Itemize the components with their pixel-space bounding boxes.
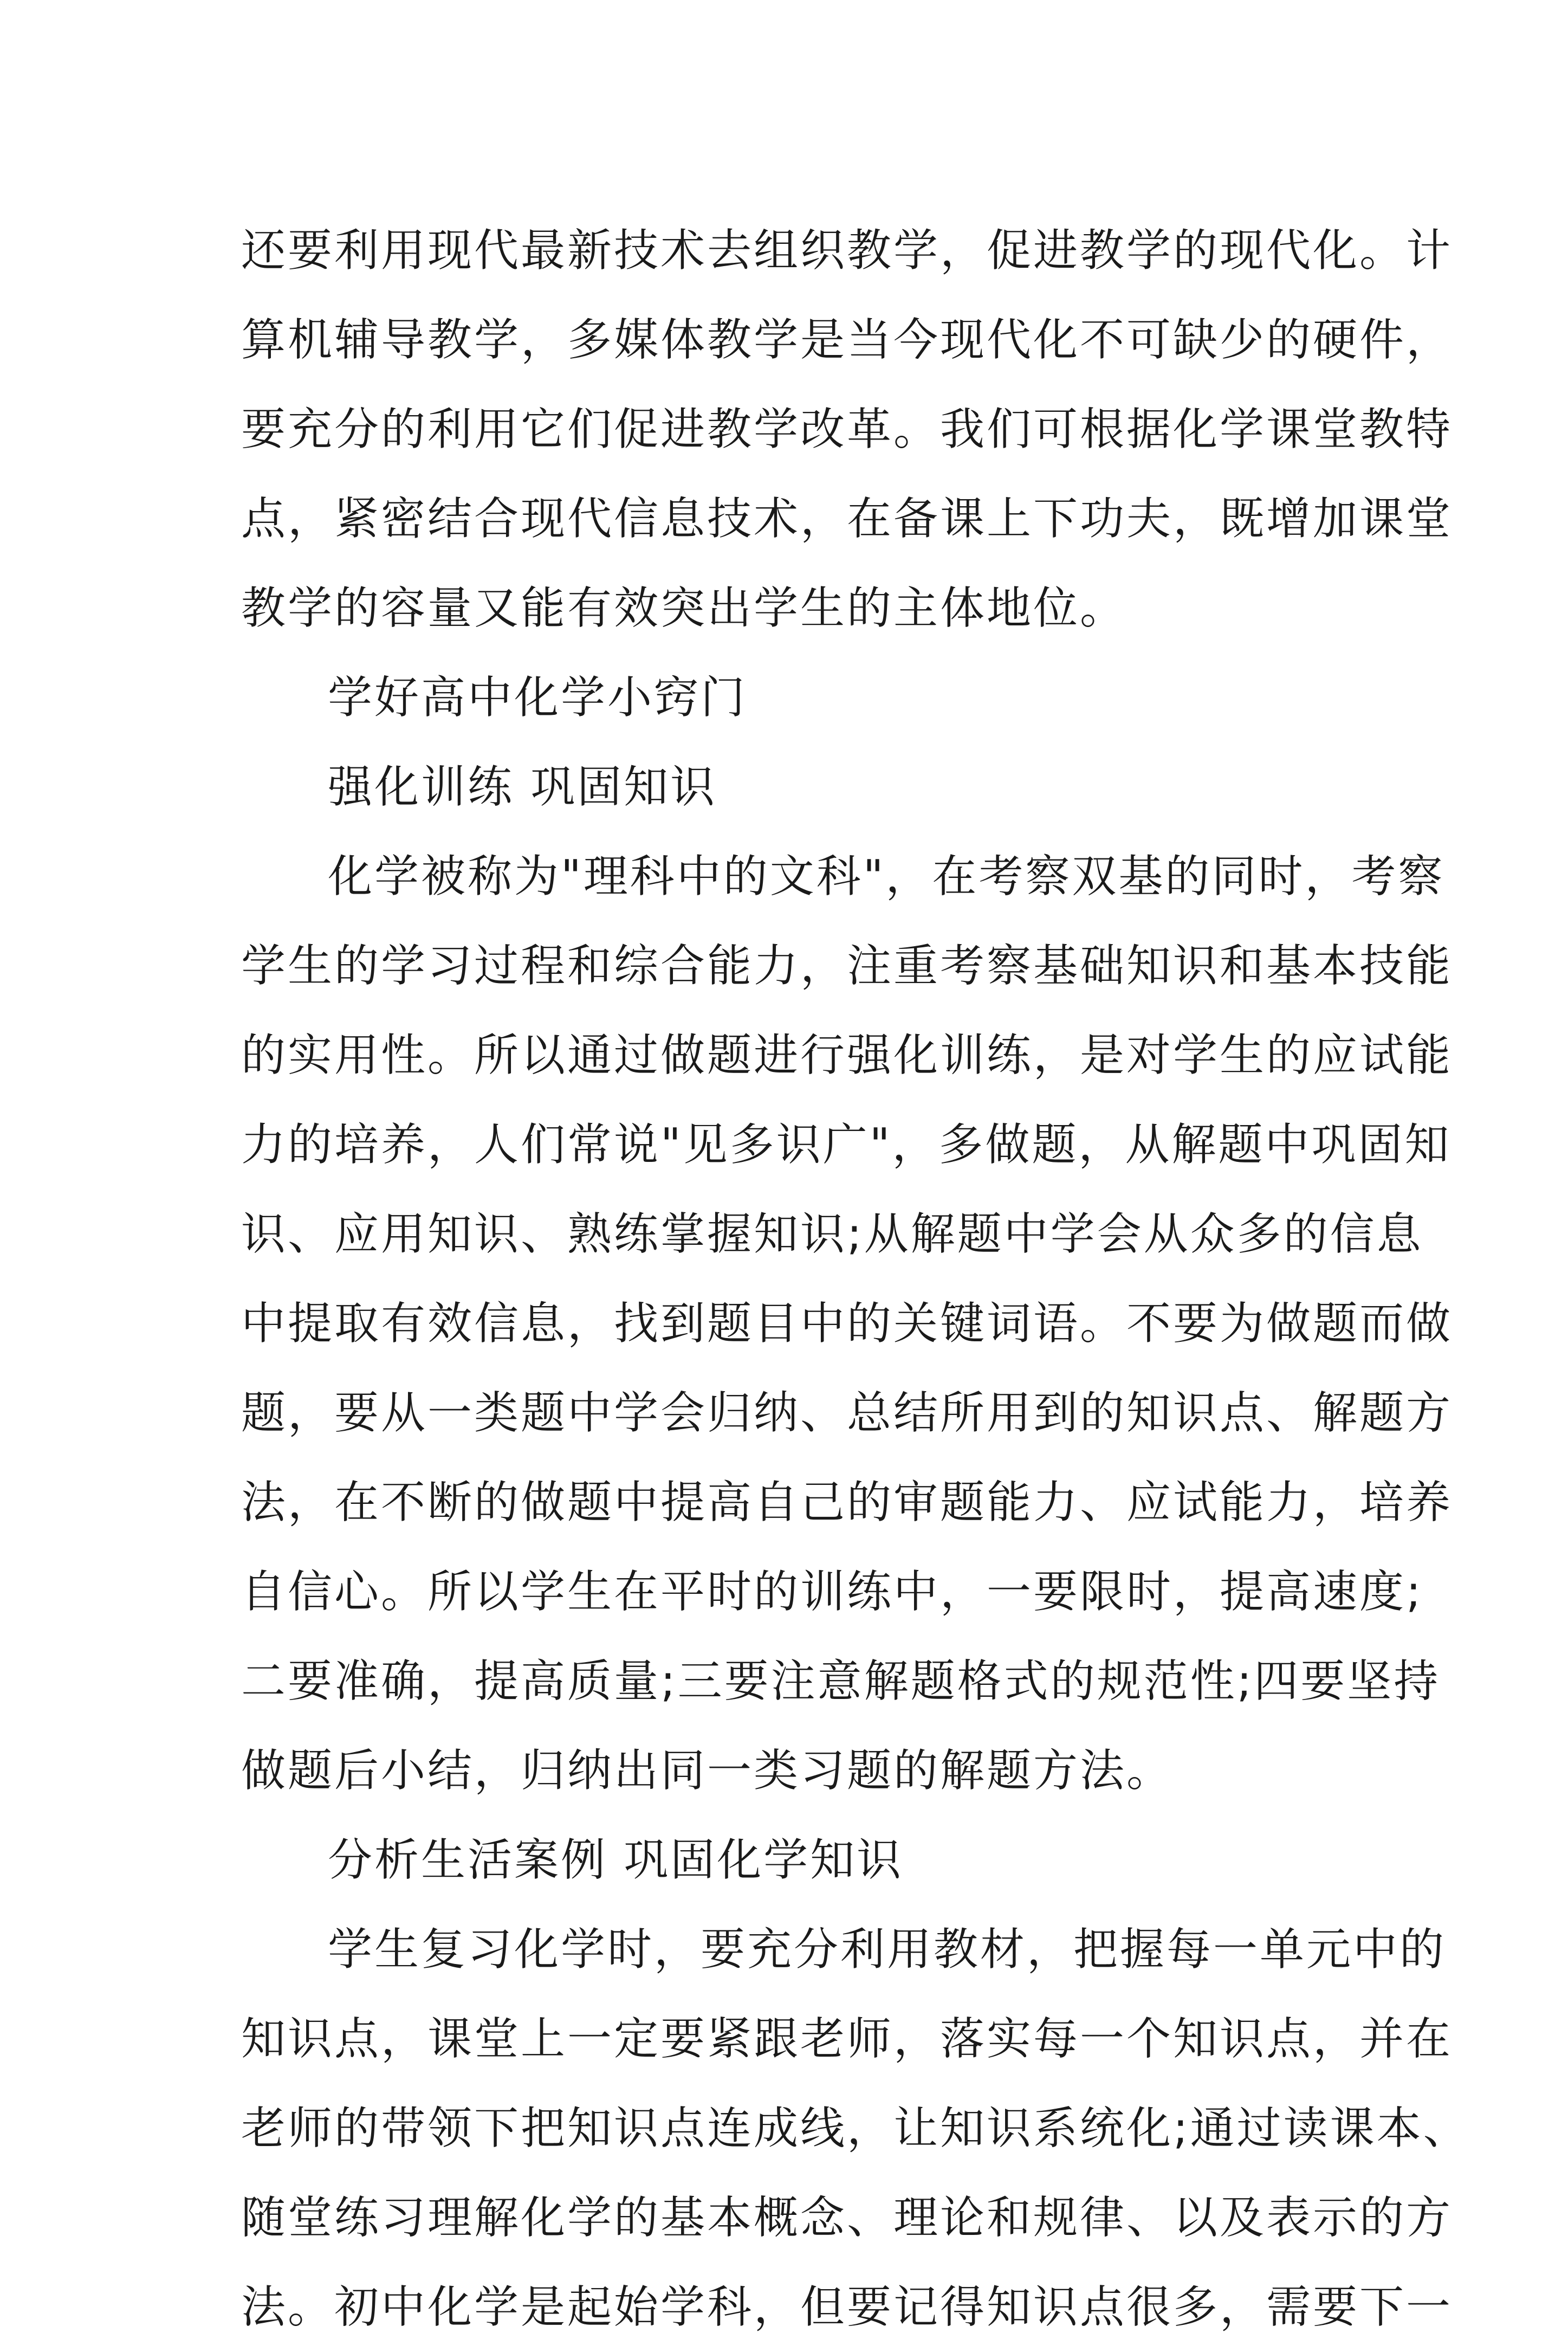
text-line: 识、应用知识、熟练掌握知识;从解题中学会从众多的信息 [241, 1209, 1423, 1260]
section-heading: 强化训练 巩固知识 [328, 761, 717, 813]
text-line: 教学的容量又能有效突出学生的主体地位。 [241, 583, 1127, 634]
text-line: 做题后小结，归纳出同一类习题的解题方法。 [241, 1745, 1174, 1797]
text-line: 自信心。所以学生在平时的训练中，一要限时，提高速度; [241, 1566, 1423, 1618]
text-line: 知识点，课堂上一定要紧跟老师，落实每一个知识点，并在 [241, 2013, 1453, 2065]
text-line: 力的培养，人们常说"见多识广"，多做题，从解题中巩固知 [241, 1119, 1452, 1171]
text-line: 要充分的利用它们促进教学改革。我们可根据化学课堂教特 [241, 404, 1453, 455]
text-line: 二要准确，提高质量;三要注意解题格式的规范性;四要坚持 [241, 1656, 1441, 1707]
text-line: 算机辅导教学，多媒体教学是当今现代化不可缺少的硬件， [241, 314, 1453, 366]
text-line: 还要利用现代最新技术去组织教学，促进教学的现代化。计 [241, 225, 1453, 276]
text-line: 随堂练习理解化学的基本概念、理论和规律、以及表示的方 [241, 2192, 1453, 2244]
text-line: 老师的带领下把知识点连成线，让知识系统化;通过读课本、 [241, 2103, 1470, 2154]
text-line: 的实用性。所以通过做题进行强化训练，是对学生的应试能 [241, 1030, 1453, 1081]
text-line: 法。初中化学是起始学科，但要记得知识点很多，需要下一 [241, 2282, 1453, 2333]
text-line: 学生复习化学时，要充分利用教材，把握每一单元中的 [328, 1924, 1447, 1975]
text-line: 题，要从一类题中学会归纳、总结所用到的知识点、解题方 [241, 1387, 1453, 1439]
text-line: 化学被称为"理科中的文科"，在考察双基的同时，考察 [328, 851, 1445, 902]
section-heading: 学好高中化学小窍门 [328, 672, 748, 723]
text-line: 法，在不断的做题中提高自己的审题能力、应试能力，培养 [241, 1477, 1453, 1528]
text-line: 点，紧密结合现代信息技术，在备课上下功夫，既增加课堂 [241, 493, 1453, 545]
text-line: 学生的学习过程和综合能力，注重考察基础知识和基本技能 [241, 940, 1453, 992]
text-line: 中提取有效信息，找到题目中的关键词语。不要为做题而做 [241, 1298, 1453, 1349]
section-heading: 分析生活案例 巩固化学知识 [328, 1834, 904, 1886]
document-body [241, 206, 1470, 2352]
